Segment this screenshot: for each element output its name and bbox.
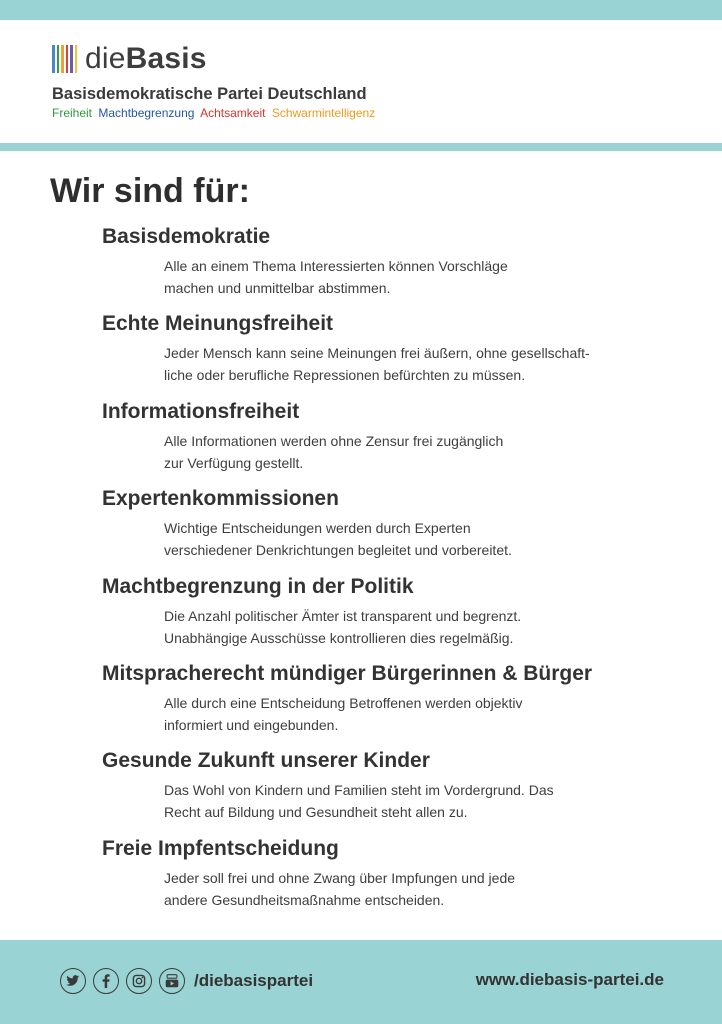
item-desc-line: Jeder soll frei und ohne Zwang über Impfungen und jede (164, 869, 516, 886)
item-desc-line: liche oder berufliche Repressionen befürchten zu müssen. (164, 367, 526, 384)
item-description (164, 867, 682, 911)
item-title: Freie Impfentscheidung (102, 836, 339, 860)
logo-stripe (57, 45, 60, 73)
item-description (164, 692, 682, 736)
item-title: Informationsfreiheit (102, 399, 300, 423)
list-item (102, 834, 682, 921)
logo-stripe (66, 45, 69, 73)
item-desc-line: andere Gesundheitsmaßnahme entscheiden. (164, 891, 445, 908)
item-desc-line: Recht auf Bildung und Gesundheit steht allen zu. (164, 804, 468, 821)
logo (52, 44, 207, 74)
positions-list (102, 222, 682, 921)
item-desc-line: Alle Informationen werden ohne Zensur frei zugänglich (164, 432, 504, 449)
item-desc-line: Alle an einem Thema Interessierten können Vorschläge (164, 258, 508, 274)
youtube-icon[interactable] (159, 968, 185, 994)
item-desc-line: Wichtige Entscheidungen werden durch Experten (164, 520, 471, 537)
list-item (102, 222, 682, 309)
social-handle[interactable]: /diebasispartei (194, 971, 314, 990)
value-achtsamkeit: Achtsamkeit (200, 106, 266, 120)
item-title: Gesunde Zukunft unserer Kinder (102, 749, 430, 773)
item-desc-line: Die Anzahl politischer Ämter ist transparent und begrenzt. (164, 607, 522, 624)
logo-stripe (52, 45, 55, 73)
website-link[interactable]: www.diebasis-partei.de (475, 970, 664, 989)
item-title: Machtbegrenzung in der Politik (102, 574, 414, 598)
value-machtbegrenzung: Machtbegrenzung (98, 106, 195, 120)
page-title: Wir sind für: (50, 172, 250, 210)
twitter-icon[interactable] (60, 968, 86, 994)
item-desc-line: informiert und eingebunden. (164, 716, 339, 733)
logo-die: die (85, 42, 126, 75)
party-name: Basisdemokratische Partei Deutschland (52, 85, 367, 103)
item-desc-line: Das Wohl von Kindern und Familien steht im Vordergrund. Das (164, 782, 554, 799)
item-description (164, 430, 682, 474)
logo-stripe (75, 45, 78, 73)
divider-bar (0, 143, 722, 151)
list-item (102, 572, 682, 659)
item-description (164, 779, 682, 823)
item-desc-line: verschiedener Denkrichtungen begleitet und vorbereitet. (164, 542, 512, 559)
item-desc-line: zur Verfügung gestellt. (164, 454, 304, 471)
instagram-icon[interactable] (126, 968, 152, 994)
logo-stripe (61, 45, 64, 73)
item-desc-line: machen und unmittelbar abstimmen. (164, 280, 391, 296)
list-item (102, 484, 682, 571)
logo-wordmark (85, 44, 207, 74)
list-item (102, 746, 682, 833)
value-schwarmintelligenz: Schwarmintelligenz (271, 106, 376, 120)
logo-stripes-icon (52, 45, 77, 73)
facebook-icon[interactable] (93, 968, 119, 994)
list-item (102, 659, 682, 746)
item-title: Basisdemokratie (102, 225, 271, 248)
item-description (164, 255, 682, 299)
value-freiheit: Freiheit (52, 106, 93, 120)
item-desc-line: Unabhängige Ausschüsse kontrollieren dies regelmäßig. (164, 629, 514, 646)
logo-stripe (70, 45, 73, 73)
item-description (164, 342, 682, 386)
item-title: Echte Meinungsfreiheit (102, 312, 334, 336)
item-title: Mitspracherecht mündiger Bürgerinnen & Bürger (102, 661, 593, 685)
item-title: Expertenkommissionen (102, 487, 339, 511)
item-description (164, 517, 682, 561)
list-item (102, 397, 682, 484)
party-values (52, 106, 378, 120)
logo-basis: Basis (125, 42, 207, 75)
social-links (60, 968, 313, 994)
item-desc-line: Alle durch eine Entscheidung Betroffenen werden objektiv (164, 694, 523, 711)
item-description (164, 605, 682, 649)
item-desc-line: Jeder Mensch kann seine Meinungen frei äußern, ohne gesellschaft- (164, 345, 590, 362)
list-item (102, 309, 682, 396)
top-accent-bar (0, 0, 722, 20)
